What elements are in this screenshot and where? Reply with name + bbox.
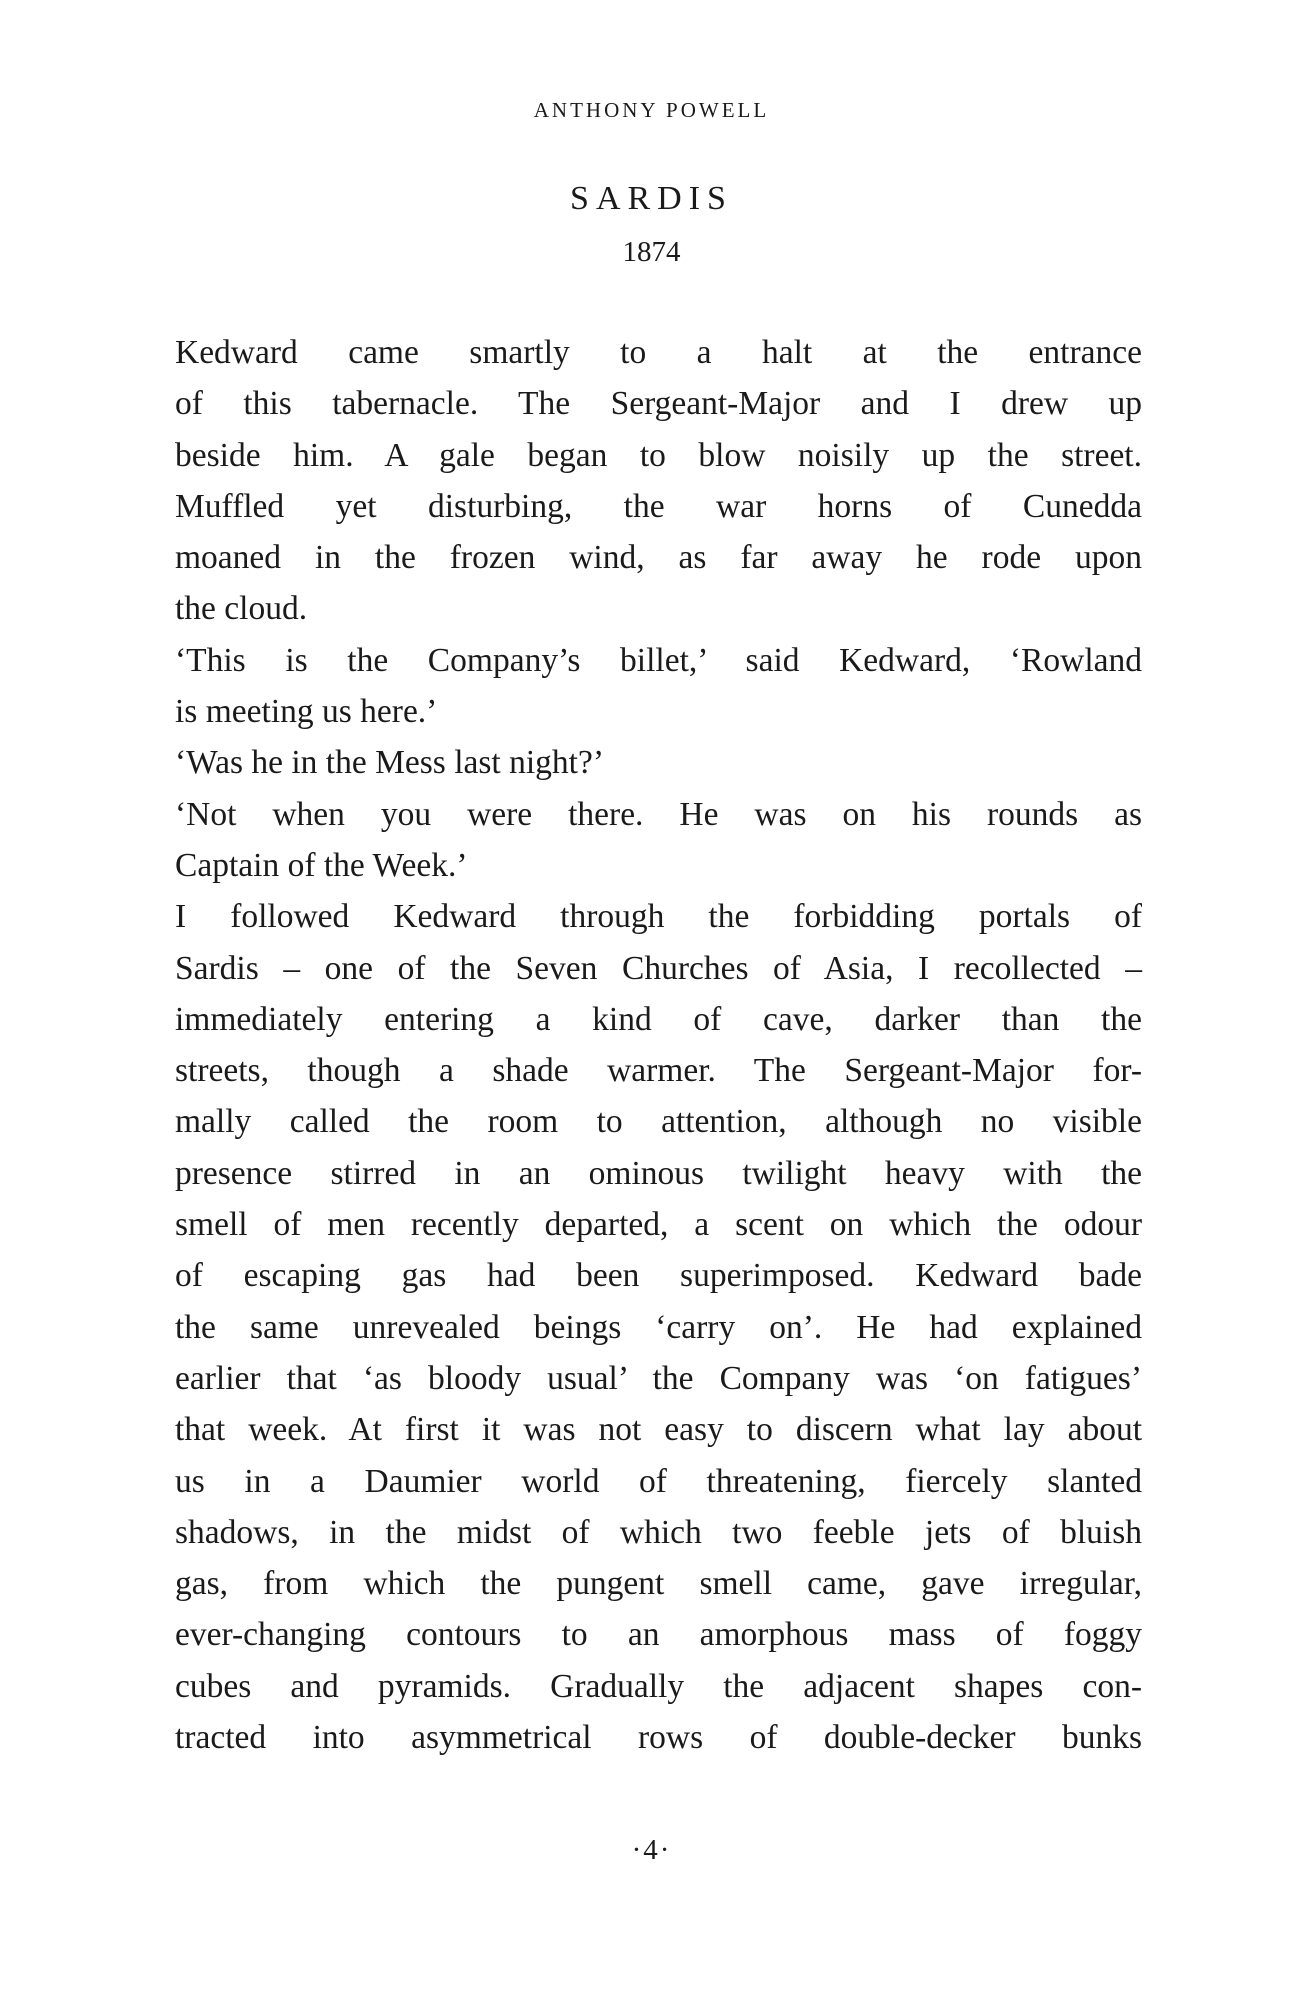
body-text (175, 327, 1142, 1763)
text-line: streets, though a shade warmer. The Sergeant-Major for- (175, 1052, 1142, 1090)
text-line: immediately entering a kind of cave, darker than the (175, 1000, 1142, 1038)
text-line: I followed Kedward through the forbidding portals of (175, 898, 1142, 936)
text-line: ‘This is the Company’s billet,’ said Kedward, ‘Rowland (175, 641, 1142, 679)
text-line: Sardis – one of the Seven Churches of Asia, I recollected – (175, 949, 1142, 987)
text-line: is meeting us here.’ (175, 693, 438, 731)
text-line: presence stirred in an ominous twilight heavy with the (175, 1154, 1142, 1192)
text-line: gas, from which the pungent smell came, gave irregular, (175, 1565, 1142, 1603)
text-line: of escaping gas had been superimposed. Kedward bade (175, 1257, 1142, 1295)
paragraph (175, 737, 1142, 788)
page-number: ·4· (631, 1834, 672, 1866)
chapter-year: 1874 (622, 236, 681, 268)
paragraph (175, 789, 1142, 892)
text-line: us in a Daumier world of threatening, fiercely slanted (175, 1462, 1142, 1500)
text-line: ‘Was he in the Mess last night?’ (175, 744, 604, 782)
text-line: the cloud. (175, 590, 308, 628)
text-line: tracted into asymmetrical rows of double-decker bunks (175, 1719, 1142, 1757)
running-head: ANTHONY POWELL (533, 98, 770, 122)
text-line: the same unrevealed beings ‘carry on’. He had explained (175, 1308, 1142, 1346)
text-line: cubes and pyramids. Gradually the adjacent shapes con- (175, 1667, 1142, 1705)
paragraph (175, 327, 1142, 635)
text-line: ever-changing contours to an amorphous mass of foggy (175, 1616, 1142, 1654)
paragraph (175, 635, 1142, 738)
text-line: smell of men recently departed, a scent on which the odour (175, 1206, 1142, 1244)
text-line: that week. At first it was not easy to discern what lay about (175, 1411, 1142, 1449)
text-line: beside him. A gale began to blow noisily up the street. (175, 436, 1142, 474)
text-line: Muffled yet disturbing, the war horns of Cunedda (175, 487, 1142, 525)
text-line: of this tabernacle. The Sergeant-Major and I drew up (175, 385, 1142, 423)
text-line: shadows, in the midst of which two feeble jets of bluish (175, 1513, 1142, 1551)
paragraph (175, 891, 1142, 1763)
text-line: earlier that ‘as bloody usual’ the Company was ‘on fatigues’ (175, 1359, 1142, 1397)
text-line: mally called the room to attention, although no visible (175, 1103, 1142, 1141)
text-line: ‘Not when you were there. He was on his rounds as (175, 795, 1142, 833)
chapter-title: SARDIS (570, 180, 733, 217)
text-line: Captain of the Week.’ (175, 846, 468, 884)
text-line: Kedward came smartly to a halt at the entrance (175, 334, 1142, 371)
text-line: moaned in the frozen wind, as far away he rode upon (175, 539, 1142, 577)
